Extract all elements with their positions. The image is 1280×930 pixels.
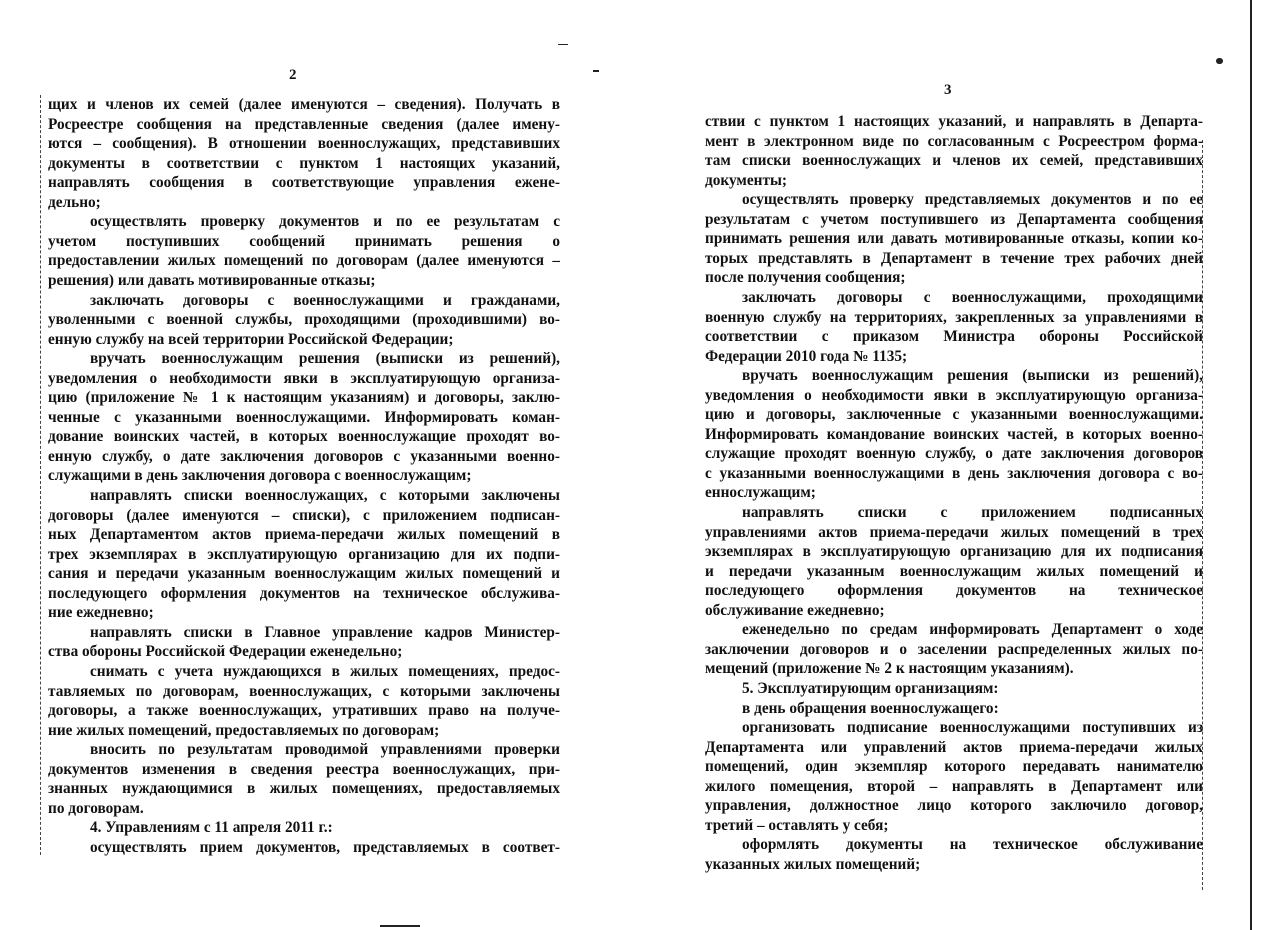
text-line: учетом поступивших сообщений принимать решения о bbox=[48, 232, 560, 250]
text-line: енную службу на всей территории Российской Федерации; bbox=[48, 330, 454, 348]
page-number: 3 bbox=[944, 82, 952, 98]
text-line: уведомления о необходимости явки в эксплуатирующую организа- bbox=[48, 369, 560, 387]
text-line: организовать подписание военнослужащими поступивших из bbox=[742, 719, 1203, 737]
text-line: с указанными военнослужащими в день заключения договора с во- bbox=[705, 464, 1203, 482]
text-line: торых представлять в Департамент в течение трех рабочих дней bbox=[705, 249, 1203, 267]
text-line: в день обращения военнослужащего: bbox=[742, 699, 999, 717]
text-line: осуществлять проверку представляемых документов и по ее bbox=[742, 191, 1203, 209]
text-line: ние ежедневно; bbox=[48, 604, 154, 622]
text-line: енную службу, о дате заключения договоров с указанными военно- bbox=[48, 447, 560, 465]
text-line: ются – сообщения). В отношении военнослужащих, представивших bbox=[48, 135, 560, 153]
text-line: вручать военнослужащим решения (выписки из решений), bbox=[90, 350, 560, 368]
text-line: результатам с учетом поступившего из Департамента сообщения bbox=[705, 210, 1203, 228]
text-line: экземплярах в эксплуатирующую организацию для их подписания bbox=[705, 543, 1203, 561]
scan-speck bbox=[558, 44, 568, 45]
scan-edge-line bbox=[1250, 0, 1252, 930]
page-right bbox=[640, 0, 1280, 930]
text-line: тавляемых по договорам, военнослужащих, с которыми заключены bbox=[48, 682, 560, 700]
text-line: Федерации 2010 года № 1135; bbox=[705, 347, 908, 365]
text-line: сания и передачи указанным военнослужащим жилых помещений и bbox=[48, 565, 560, 583]
text-line: осуществлять проверку документов и по ее результатам с bbox=[90, 213, 560, 231]
text-line: оформлять документы на техническое обслуживание bbox=[742, 836, 1203, 854]
text-line: документов изменения в сведения реестра военнослужащих, при- bbox=[48, 760, 560, 778]
text-line: осуществлять прием документов, представляемых в соответ- bbox=[90, 838, 560, 856]
text-line: заключать договоры с военнослужащими и гражданами, bbox=[90, 291, 560, 309]
text-line: цию (приложение № 1 к настоящим указаниям) и договоры, заклю- bbox=[48, 389, 560, 407]
text-line: 5. Эксплуатирующим организациям: bbox=[742, 679, 999, 697]
text-line: уведомления о необходимости явки в эксплуатирующую организа- bbox=[705, 386, 1203, 404]
text-line: документы; bbox=[705, 171, 788, 189]
text-line: знанных нуждающимися в жилых помещениях, предоставляемых bbox=[48, 780, 560, 798]
text-line: ствии с пунктом 1 настоящих указаний, и направлять в Департа- bbox=[705, 113, 1203, 130]
text-line: ных Департаментом актов приема-передачи жилых помещений в bbox=[48, 526, 560, 544]
text-line: ства обороны Российской Федерации еженедельно; bbox=[48, 643, 403, 661]
text-line: указанных жилых помещений; bbox=[705, 855, 921, 873]
scan-margin-line bbox=[40, 95, 41, 855]
text-line: заключении договоров и о заселении распределенных жилых по- bbox=[705, 640, 1203, 658]
text-line: жилого помещения, второй – направлять в Департамент или bbox=[705, 777, 1203, 795]
scan-speck bbox=[380, 925, 420, 927]
text-line: еженедельно по средам информировать Департамент о ходе bbox=[742, 621, 1203, 639]
text-line: мент в электронном виде по согласованным с Росреестром форма- bbox=[705, 132, 1203, 150]
text-line: дельно; bbox=[48, 193, 101, 211]
text-line: принимать решения или давать мотивированные отказы, копии ко- bbox=[705, 230, 1203, 248]
text-line: договоры (далее именуются – списки), с приложением подписан- bbox=[48, 506, 560, 524]
text-line: заключать договоры с военнослужащими, проходящими bbox=[742, 288, 1203, 306]
text-line: Росреестре сообщения на представленные сведения (далее имену- bbox=[48, 115, 560, 133]
text-line: направлять сообщения в соответствующие управления ежене- bbox=[48, 174, 560, 192]
text-line: предоставлении жилых помещений по договорам (далее именуются – bbox=[48, 252, 560, 270]
text-line: вручать военнослужащим решения (выписки из решений), bbox=[742, 367, 1203, 385]
text-line: управлениями актов приема-передачи жилых помещений в трех bbox=[705, 523, 1203, 541]
text-line: еннослужащим; bbox=[705, 484, 816, 502]
text-line: уволенными с военной службы, проходящими (проходившими) во- bbox=[48, 311, 560, 329]
text-line: щих и членов их семей (далее именуются – сведения). Получать в bbox=[48, 96, 560, 113]
text-line: служащие проходят военную службу, о дате заключения договоров bbox=[705, 445, 1203, 463]
text-line: последующего оформления документов на техническое обслужива- bbox=[48, 584, 560, 602]
text-line: ние жилых помещений, предоставляемых по договорам; bbox=[48, 721, 440, 739]
text-line: по договорам. bbox=[48, 799, 144, 817]
text-line: решения) или давать мотивированные отказы; bbox=[48, 271, 376, 289]
scan-speck bbox=[593, 70, 599, 72]
text-line: трех экземплярах в эксплуатирующую организацию для их подпи- bbox=[48, 545, 560, 563]
text-line: последующего оформления документов на техническое bbox=[705, 582, 1203, 600]
text-line: мещений (приложение № 2 к настоящим указаниям). bbox=[705, 660, 1074, 678]
text-line: дование воинских частей, в которых военнослужащие проходят во- bbox=[48, 428, 560, 446]
text-line: вносить по результатам проводимой управлениями проверки bbox=[90, 741, 560, 759]
text-line: третий – оставлять у себя; bbox=[705, 816, 889, 834]
text-line: помещений, один экземпляр которого передавать нанимателю bbox=[705, 758, 1203, 776]
text-line: служащими в день заключения договора с военнослужащим; bbox=[48, 467, 472, 485]
text-line: соответствии с приказом Министра обороны Российской bbox=[705, 328, 1203, 346]
text-line: 4. Управлениям с 11 апреля 2011 г.: bbox=[90, 819, 333, 837]
text-line: там списки военнослужащих и членов их семей, представивших bbox=[705, 152, 1203, 170]
text-line: и передачи указанным военнослужащим жилых помещений и bbox=[705, 562, 1203, 580]
text-line: Департамента или управлений актов приема-передачи жилых bbox=[705, 738, 1203, 756]
text-line: Информировать командование воинских частей, в которых военно- bbox=[705, 425, 1203, 443]
text-line: управления, должностное лицо которого заключило договор, bbox=[705, 797, 1203, 815]
text-line: договоры, а также военнослужащих, утративших право на получе- bbox=[48, 702, 560, 720]
text-line: ченные с указанными военнослужащими. Информировать коман- bbox=[48, 408, 560, 426]
text-line: документы в соответствии с пунктом 1 настоящих указаний, bbox=[48, 154, 560, 172]
text-line: направлять списки в Главное управление кадров Министер- bbox=[90, 623, 560, 641]
scan-speck bbox=[1216, 58, 1223, 64]
text-line: снимать с учета нуждающихся в жилых помещениях, предос- bbox=[90, 662, 560, 680]
text-line: направлять списки военнослужащих, с которыми заключены bbox=[90, 487, 560, 504]
text-line: цию и договоры, заключенные с указанными военнослужащими. bbox=[705, 406, 1203, 424]
text-line: после получения сообщения; bbox=[705, 269, 906, 287]
text-line: направлять списки с приложением подписанных bbox=[742, 504, 1203, 521]
text-line: военную службу на территориях, закрепленных за управлениями в bbox=[705, 308, 1203, 326]
page-number: 2 bbox=[289, 67, 297, 83]
text-line: обслуживание ежедневно; bbox=[705, 601, 885, 619]
